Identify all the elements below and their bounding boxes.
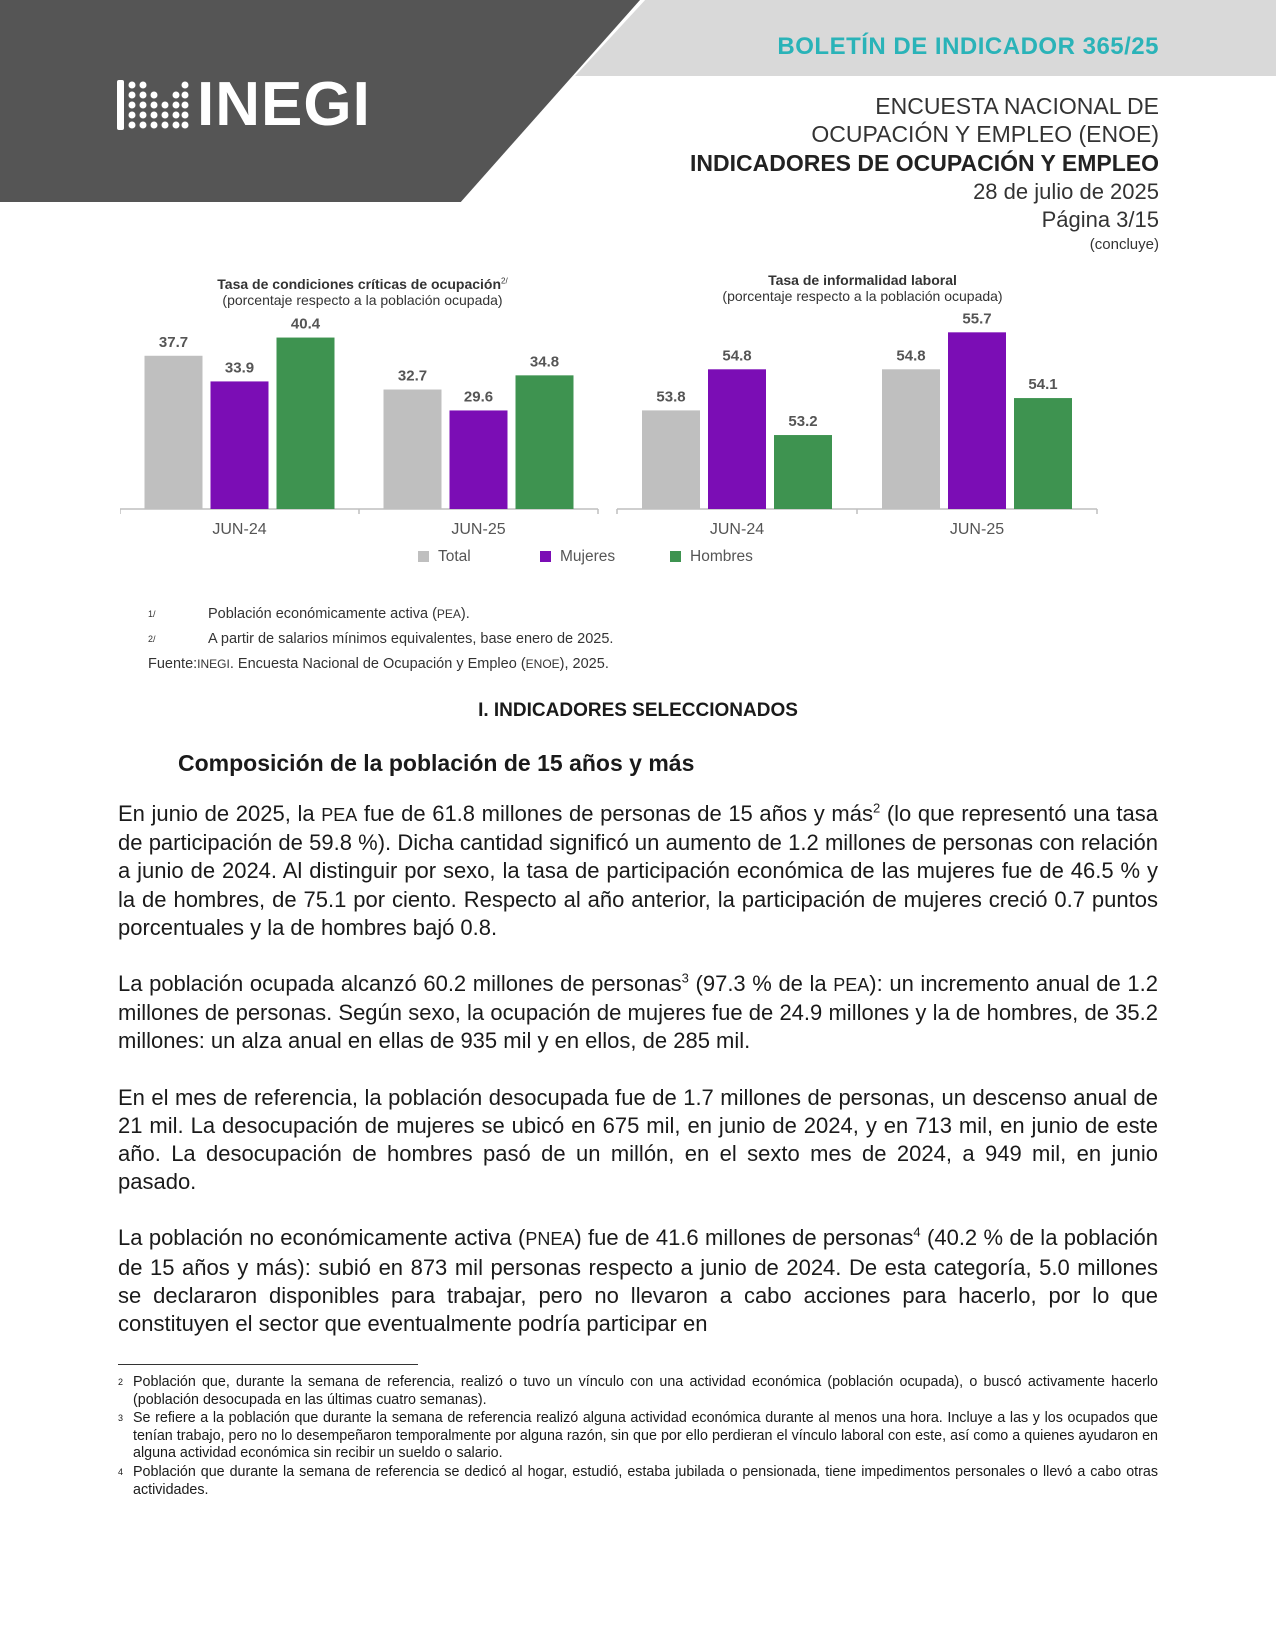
legend-label-hombres: Hombres [690, 548, 753, 565]
p4-text-a: La población no económicamente activa ( [118, 1225, 526, 1251]
chart-1-bar-hombres-jun-24 [277, 338, 335, 509]
footnotes [118, 1374, 1158, 1500]
paragraph-2 [118, 970, 1158, 1056]
source-text: . Encuesta Nacional de Ocupación y Empleo ( [229, 655, 526, 672]
footnote-3-text: Se refiere a la población que durante la semana de referencia realizó alguna actividad económica durante al menos una hora. Incluye a las y los ocupados que tenían trabajo, pero no lo desempeñaron temporalmente por alguna razón, sin que por ello perdieran el vínculo laboral con este, así como a quienes ayudaron en alguna actividad económica sin recibir un sueldo o salario. [133, 1410, 1158, 1462]
legend-swatch-hombres [670, 551, 681, 562]
chart-2-subtitle: (porcentaje respecto a la población ocupada) [722, 288, 1003, 304]
charts-area [120, 268, 1160, 598]
paragraph-1 [118, 800, 1158, 942]
p2-text-c: ): un incremento anual de 1.2 millones de personas. Según sexo, la ocupación de mujeres fue de 24.9 millones y la de hombres, de 35.2 millones: un alza anual en ellas de 935 mil y en ellos, de 285 mil. [118, 971, 1158, 1054]
chart-1-bar-mujeres-jun-24 [211, 381, 269, 509]
footnote-4 [118, 1464, 1158, 1499]
chart-1-subtitle: (porcentaje respecto a la población ocupada) [222, 292, 503, 308]
chart-1-bar-hombres-jun-25 [516, 375, 574, 509]
chart-note-1-abbr: PEA [436, 607, 461, 621]
p4-text-b: ) fue de 41.6 millones de personas [574, 1225, 914, 1251]
chart-1-data-label: 29.6 [463, 388, 494, 406]
body-text [118, 800, 1158, 1366]
source-abbr-enoe: ENOE [525, 656, 560, 671]
chart-note-1-text: Población económicamente activa ( [208, 606, 437, 622]
chart-1-category-label: JUN-25 [451, 521, 506, 538]
source-label: Fuente: [148, 655, 198, 672]
footnote-2 [118, 1374, 1158, 1409]
chart-2-title-text: Tasa de informalidad laboral [768, 272, 957, 288]
chart-1-title-text: Tasa de condiciones críticas de ocupación [217, 276, 502, 292]
footnote-2-text: Población que, durante la semana de referencia, realizó o tuvo un vínculo con una actividad económica (población ocupada), o buscó activamente hacerlo (población desocupada en las últimas cuatro semanas). [133, 1374, 1158, 1408]
footnote-4-key: 4 [118, 1466, 124, 1477]
chart-1-title-sup: 2/ [501, 276, 508, 286]
chart-2-bar-mujeres-jun-25 [948, 332, 1006, 509]
section-title: I. INDICADORES SELECCIONADOS [478, 700, 798, 721]
inegi-dots-icon [117, 80, 189, 130]
chart-source [148, 654, 613, 674]
chart-2-category-label: JUN-24 [709, 521, 765, 538]
survey-line-2: OCUPACIÓN Y EMPLEO (ENOE) [811, 121, 1159, 147]
subsection-title: Composición de la población de 15 años y más [178, 750, 695, 776]
source-abbr-inegi: INEGI [197, 656, 230, 671]
p1-text-b: fue de 61.8 millones de personas de 15 años y más [357, 801, 873, 826]
p2-text-b: (97.3 % de la [688, 971, 834, 997]
indicators-title: INDICADORES DE OCUPACIÓN Y EMPLEO [689, 150, 1159, 176]
p2-footnote-ref: 3 [681, 970, 689, 986]
chart-note-1 [148, 604, 613, 629]
chart-2-bar-total-jun-24 [642, 410, 700, 509]
legend-swatch-total [418, 551, 429, 562]
legend-label-mujeres: Mujeres [560, 548, 616, 565]
p1-abbr: PEA [321, 805, 358, 825]
chart-1-data-label: 40.4 [290, 315, 321, 333]
chart-1-category-label: JUN-24 [212, 521, 267, 538]
status-note: (concluye) [1089, 236, 1159, 253]
p4-footnote-ref: 4 [913, 1225, 921, 1241]
chart-1-bar-total-jun-25 [384, 390, 442, 509]
chart-1-data-label: 33.9 [224, 359, 255, 377]
legend-label-total: Total [438, 548, 471, 565]
chart-2-bar-hombres-jun-25 [1014, 398, 1072, 509]
footnote-divider [118, 1364, 418, 1365]
legend-swatch-mujeres [540, 551, 551, 562]
logo-text: INEGI [197, 70, 371, 139]
chart-1-bar-mujeres-jun-25 [450, 410, 508, 509]
footnote-3 [118, 1410, 1158, 1463]
p1-footnote-ref: 2 [872, 800, 881, 816]
chart-2-data-label: 54.8 [722, 347, 752, 365]
p1-text-a: En junio de 2025, la [118, 801, 322, 826]
chart-2-data-label: 53.2 [788, 413, 818, 431]
chart-note-2-text: A partir de salarios mínimos equivalentes, base enero de 2025. [208, 630, 614, 647]
chart-1-bar-total-jun-24 [145, 356, 203, 509]
survey-line-1: ENCUESTA NACIONAL DE [875, 93, 1159, 119]
bar-charts [120, 268, 1160, 598]
footnote-4-text: Población que durante la semana de referencia se dedicó al hogar, estudió, estaba jubilada o pensionada, tiene impedimentos personales o llevó a cabo otras actividades. [133, 1463, 1158, 1498]
source-text-end: ), 2025. [559, 655, 609, 672]
p2-text-a: La población ocupada alcanzó 60.2 millones de personas [118, 971, 682, 997]
p1-text-c: (lo que representó una tasa de participación de 59.8 %). Dicha cantidad significó un aumento de 1.2 millones de personas con relación a junio de 2024. Al distinguir por sexo, la tasa de participación económica de las mujeres fue de 46.5 % y la de hombres, de 75.1 por ciento. Respecto al año anterior, la participación de mujeres creció 0.7 puntos porcentuales y la de hombres bajó 0.8. [118, 801, 1158, 940]
chart-2-bar-mujeres-jun-24 [708, 369, 766, 509]
release-date: 28 de julio de 2025 [973, 179, 1159, 204]
chart-note-1-key: 1/ [148, 609, 156, 619]
footnote-3-key: 3 [118, 1413, 124, 1424]
p4-text-c: (40.2 % de la población de 15 años y más): subió en 873 mil personas respecto a junio de 2024. De esta categoría, 5.0 millones se declararon disponibles para trabajar, pero no llevaron a cabo acciones para hacerlo, por lo que constituyen el sector que eventualmente podría participar en [118, 1225, 1158, 1337]
chart-note-2-key: 2/ [148, 633, 156, 644]
chart-2-data-label: 54.1 [1028, 376, 1058, 394]
chart-notes [148, 604, 613, 674]
chart-1-data-label: 34.8 [529, 353, 560, 371]
chart-2-data-label: 55.7 [962, 310, 992, 328]
chart-2-bar-hombres-jun-24 [774, 435, 832, 509]
footnote-2-key: 2 [118, 1377, 124, 1387]
chart-1-data-label: 32.7 [397, 367, 428, 385]
paragraph-4 [118, 1224, 1158, 1338]
chart-2-category-label: JUN-25 [949, 521, 1005, 538]
chart-2-data-label: 54.8 [896, 347, 926, 365]
chart-2-bar-total-jun-25 [882, 369, 940, 509]
chart-2-data-label: 53.8 [656, 388, 686, 406]
bulletin-number: BOLETÍN DE INDICADOR 365/25 [777, 33, 1159, 60]
document-title-block [690, 92, 1159, 256]
p4-abbr: PNEA [525, 1229, 575, 1250]
inegi-logo [117, 70, 371, 139]
chart-note-1-text-end: ). [460, 606, 470, 622]
p2-abbr: PEA [833, 975, 870, 996]
chart-note-2 [148, 629, 613, 654]
paragraph-3: En el mes de referencia, la población desocupada fue de 1.7 millones de personas, un descenso anual de 21 mil. La desocupación de mujeres se ubicó en 675 mil, en junio de 2024, y en 713 mil, en junio de este año. La desocupación de hombres pasó de un millón, en el sexto mes de 2024, a 949 mil, en junio pasado. [118, 1084, 1158, 1195]
chart-1-data-label: 37.7 [158, 333, 189, 351]
page-number: Página 3/15 [1041, 207, 1159, 232]
